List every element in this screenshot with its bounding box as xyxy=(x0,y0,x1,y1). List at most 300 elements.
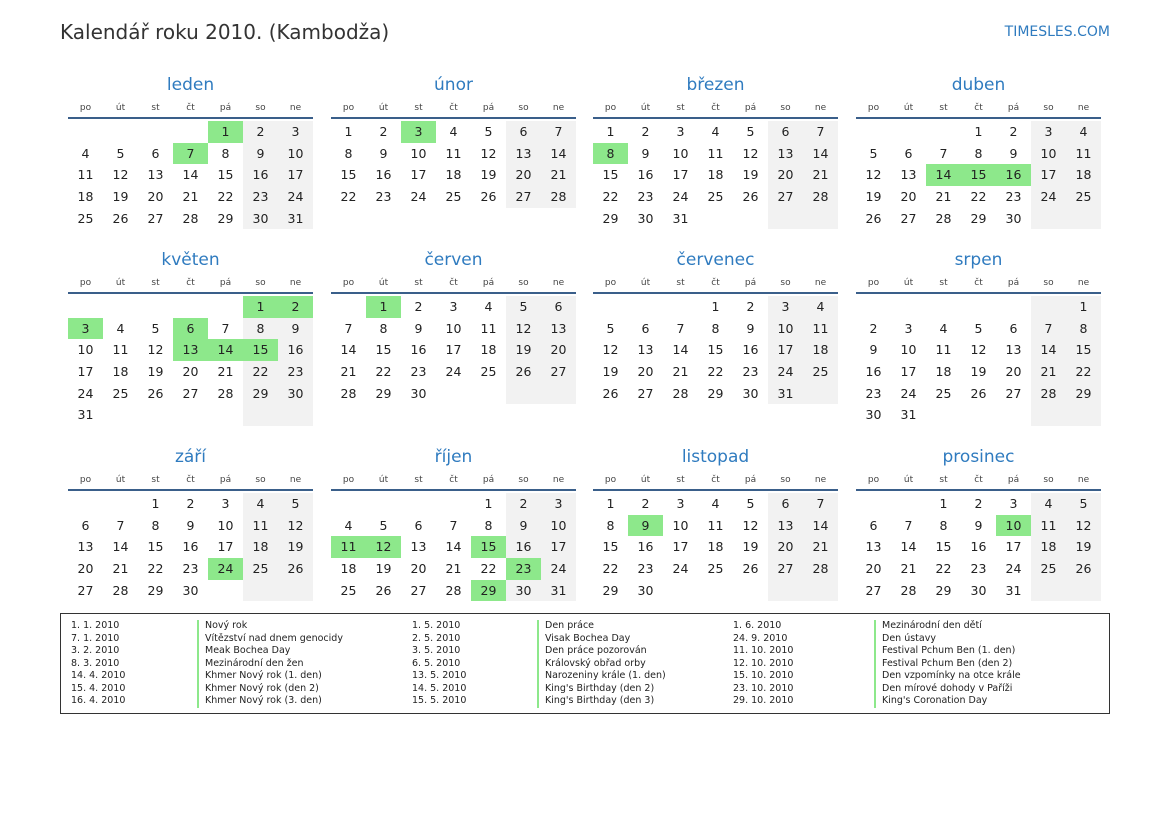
day-cell: 9 xyxy=(974,517,983,533)
empty-cell xyxy=(1066,208,1101,230)
day-cell: 26 xyxy=(278,558,313,580)
legend-holiday-name: Den mírové dohody v Paříži xyxy=(874,683,1021,696)
empty-cell xyxy=(436,383,471,405)
empty-cell xyxy=(803,580,838,602)
day-cell: 27 xyxy=(182,385,199,401)
day-cell: 28 xyxy=(900,582,917,598)
day-cell: 4 xyxy=(116,320,125,336)
day-cell: 29 xyxy=(602,582,619,598)
day-cell: 9 xyxy=(869,342,878,358)
weekday-label: čt xyxy=(449,475,458,485)
day-cell: 23 xyxy=(742,364,759,380)
day-cell: 3 xyxy=(904,320,913,336)
day-cell: 24 xyxy=(410,189,427,205)
day-cell: 31 xyxy=(541,580,576,602)
day-cell: 11 xyxy=(77,167,94,183)
weekday-label: čt xyxy=(186,475,195,485)
legend-date: 14. 4. 2010 xyxy=(71,670,126,681)
day-grid xyxy=(856,296,1101,426)
day-cell: 16 xyxy=(410,342,427,358)
empty-cell xyxy=(856,121,891,143)
day-cell: 15 xyxy=(1066,339,1101,361)
day-cell: 22 xyxy=(602,561,619,577)
day-cell: 10 xyxy=(672,145,689,161)
day-cell: 14 xyxy=(803,515,838,537)
empty-cell xyxy=(278,580,313,602)
legend-holiday-name: King's Birthday (den 2) xyxy=(537,683,666,696)
day-grid xyxy=(593,493,838,601)
day-cell: 12 xyxy=(480,145,497,161)
day-cell: 4 xyxy=(711,124,720,139)
day-cell: 16 xyxy=(742,342,759,358)
weekday-label: st xyxy=(939,475,948,485)
weekday-label: po xyxy=(867,475,880,485)
legend-holiday-name: King's Coronation Day xyxy=(874,695,1021,708)
day-cell: 12 xyxy=(1066,515,1101,537)
day-cell: 3 xyxy=(541,493,576,515)
legend-date: 1. 1. 2010 xyxy=(71,620,120,631)
weekday-label: so xyxy=(780,475,791,485)
day-cell: 17 xyxy=(900,364,917,380)
weekday-label: út xyxy=(378,475,389,485)
month-name: červenec xyxy=(676,250,755,270)
empty-cell xyxy=(996,296,1031,318)
day-cell: 24 xyxy=(278,186,313,208)
day-cell: 15 xyxy=(602,539,619,555)
weekday-label: st xyxy=(939,103,948,113)
day-grid xyxy=(68,493,313,601)
weekday-label: po xyxy=(604,278,617,288)
day-cell: 21 xyxy=(672,364,689,380)
legend-holiday-name: Královský obřad orby xyxy=(537,658,666,671)
day-cell: 24 xyxy=(768,361,803,383)
weekday-label: pá xyxy=(482,278,495,288)
day-cell: 9 xyxy=(1009,145,1018,161)
empty-cell xyxy=(768,580,803,602)
day-cell: 1 xyxy=(344,124,353,139)
day-cell: 6 xyxy=(506,121,541,143)
day-cell: 12 xyxy=(742,517,759,533)
day-cell: 3 xyxy=(1031,121,1066,143)
day-cell: 28 xyxy=(340,385,357,401)
legend-date: 3. 2. 2010 xyxy=(71,645,120,656)
day-cell: 1 xyxy=(208,121,243,143)
day-cell: 31 xyxy=(77,407,94,423)
day-cell: 26 xyxy=(480,189,497,205)
weekday-label: so xyxy=(1043,475,1054,485)
legend-date: 15. 5. 2010 xyxy=(412,695,467,706)
legend-holiday-name: King's Birthday (den 3) xyxy=(537,695,666,708)
day-cell: 25 xyxy=(1066,186,1101,208)
day-cell: 15 xyxy=(217,167,234,183)
weekday-label: ne xyxy=(552,475,565,485)
day-cell: 4 xyxy=(803,296,838,318)
legend-holiday-name: Mezinárodní den dětí xyxy=(874,620,1021,633)
day-cell: 23 xyxy=(637,561,654,577)
day-cell: 21 xyxy=(182,189,199,205)
weekday-label: st xyxy=(939,278,948,288)
day-cell: 9 xyxy=(243,143,278,165)
weekday-label: po xyxy=(604,103,617,113)
day-cell: 18 xyxy=(803,339,838,361)
day-cell: 10 xyxy=(900,342,917,358)
weekday-label: út xyxy=(903,278,914,288)
weekday-header xyxy=(331,99,576,119)
empty-cell xyxy=(926,121,961,143)
weekday-label: pá xyxy=(482,103,495,113)
day-cell: 4 xyxy=(939,320,948,336)
empty-cell xyxy=(961,404,996,426)
site-link[interactable]: TIMESLES.COM xyxy=(1004,24,1110,40)
day-cell: 12 xyxy=(506,318,541,340)
day-cell: 17 xyxy=(672,167,689,183)
day-cell: 13 xyxy=(147,167,164,183)
legend-holiday-name: Khmer Nový rok (1. den) xyxy=(197,670,343,683)
weekday-label: ne xyxy=(1077,103,1090,113)
month-name: leden xyxy=(166,75,215,95)
legend-date: 1. 5. 2010 xyxy=(412,620,461,631)
day-cell: 20 xyxy=(865,561,882,577)
day-cell: 28 xyxy=(935,210,952,226)
day-cell: 17 xyxy=(1031,164,1066,186)
day-cell: 30 xyxy=(243,208,278,230)
weekday-label: st xyxy=(151,103,160,113)
weekday-label: st xyxy=(676,475,685,485)
legend-holiday-name: Den vzpomínky na otce krále xyxy=(874,670,1021,683)
legend-date: 8. 3. 2010 xyxy=(71,657,120,669)
day-cell: 6 xyxy=(768,493,803,515)
weekday-label: so xyxy=(780,278,791,288)
day-cell: 22 xyxy=(480,561,497,577)
empty-cell xyxy=(663,580,698,602)
day-cell: 22 xyxy=(935,561,952,577)
weekday-label: út xyxy=(640,475,651,485)
day-cell: 17 xyxy=(77,364,94,380)
day-cell: 7 xyxy=(116,517,125,533)
day-cell: 11 xyxy=(935,342,952,358)
day-cell: 7 xyxy=(541,121,576,143)
day-cell: 26 xyxy=(506,361,541,383)
empty-cell xyxy=(1031,404,1066,426)
month-name: duben xyxy=(951,75,1006,95)
day-cell: 13 xyxy=(173,339,208,361)
day-cell: 25 xyxy=(445,189,462,205)
day-cell: 28 xyxy=(1031,383,1066,405)
legend-holiday-name: Festival Pchum Ben (1. den) xyxy=(874,645,1021,658)
day-cell: 12 xyxy=(366,536,401,558)
day-cell: 22 xyxy=(602,189,619,205)
day-cell: 13 xyxy=(541,318,576,340)
weekday-label: pá xyxy=(219,278,232,288)
empty-cell xyxy=(856,296,891,318)
month-name: říjen xyxy=(434,447,473,467)
legend-date: 14. 5. 2010 xyxy=(412,682,467,694)
empty-cell xyxy=(891,493,926,515)
month-name: prosinec xyxy=(942,447,1015,467)
day-cell: 7 xyxy=(803,121,838,143)
day-cell: 10 xyxy=(445,320,462,336)
weekday-label: st xyxy=(414,103,423,113)
holiday-legend xyxy=(60,613,1110,714)
day-cell: 23 xyxy=(278,361,313,383)
day-cell: 10 xyxy=(410,145,427,161)
weekday-label: po xyxy=(79,475,92,485)
day-grid xyxy=(331,121,576,208)
weekday-header xyxy=(331,274,576,294)
legend-holiday-name: Khmer Nový rok (den 2) xyxy=(197,683,343,696)
day-cell: 17 xyxy=(278,164,313,186)
empty-cell xyxy=(733,208,768,230)
legend-holiday-name: Den práce xyxy=(537,620,666,633)
day-cell: 16 xyxy=(970,539,987,555)
day-cell: 4 xyxy=(1066,121,1101,143)
day-cell: 14 xyxy=(541,143,576,165)
empty-cell xyxy=(803,208,838,230)
weekday-label: čt xyxy=(449,278,458,288)
day-cell: 8 xyxy=(344,145,353,161)
empty-cell xyxy=(68,121,103,143)
day-cell: 15 xyxy=(147,539,164,555)
day-cell: 24 xyxy=(77,385,94,401)
day-cell: 29 xyxy=(935,582,952,598)
day-cell: 15 xyxy=(602,167,619,183)
weekday-label: so xyxy=(1043,103,1054,113)
day-cell: 26 xyxy=(112,210,129,226)
day-cell: 24 xyxy=(1031,186,1066,208)
legend-date: 7. 1. 2010 xyxy=(71,632,120,644)
day-cell: 30 xyxy=(278,383,313,405)
day-cell: 16 xyxy=(996,164,1031,186)
day-cell: 30 xyxy=(637,210,654,226)
day-cell: 18 xyxy=(77,189,94,205)
day-cell: 15 xyxy=(340,167,357,183)
day-cell: 29 xyxy=(471,580,506,602)
empty-cell xyxy=(996,404,1031,426)
day-cell: 8 xyxy=(939,517,948,533)
weekday-label: pá xyxy=(1007,475,1020,485)
weekday-label: st xyxy=(414,475,423,485)
day-cell: 13 xyxy=(77,539,94,555)
day-cell: 16 xyxy=(375,167,392,183)
day-cell: 5 xyxy=(151,320,160,336)
day-cell: 17 xyxy=(410,167,427,183)
day-cell: 11 xyxy=(1066,143,1101,165)
day-cell: 18 xyxy=(445,167,462,183)
empty-cell xyxy=(926,296,961,318)
weekday-label: pá xyxy=(1007,278,1020,288)
day-cell: 15 xyxy=(471,536,506,558)
day-cell: 23 xyxy=(410,364,427,380)
weekday-header xyxy=(856,471,1101,491)
day-cell: 12 xyxy=(970,342,987,358)
legend-names-3 xyxy=(874,620,1021,708)
empty-cell xyxy=(698,208,733,230)
day-cell: 13 xyxy=(506,143,541,165)
day-cell: 7 xyxy=(173,143,208,165)
day-cell: 21 xyxy=(112,561,129,577)
weekday-label: ne xyxy=(814,475,827,485)
day-cell: 10 xyxy=(77,342,94,358)
day-cell: 25 xyxy=(803,361,838,383)
day-cell: 6 xyxy=(869,517,878,533)
day-cell: 7 xyxy=(904,517,913,533)
day-cell: 6 xyxy=(151,145,160,161)
legend-date: 2. 5. 2010 xyxy=(412,632,461,644)
day-cell: 24 xyxy=(900,385,917,401)
day-cell: 27 xyxy=(768,558,803,580)
legend-holiday-name: Meak Bochea Day xyxy=(197,645,343,658)
day-cell: 11 xyxy=(112,342,129,358)
day-cell: 12 xyxy=(602,342,619,358)
day-cell: 25 xyxy=(112,385,129,401)
weekday-label: ne xyxy=(1077,278,1090,288)
day-cell: 11 xyxy=(1031,515,1066,537)
day-cell: 7 xyxy=(344,320,353,336)
weekday-label: út xyxy=(640,278,651,288)
day-cell: 28 xyxy=(112,582,129,598)
day-cell: 1 xyxy=(606,124,615,139)
day-cell: 29 xyxy=(602,210,619,226)
day-cell: 8 xyxy=(1066,318,1101,340)
day-cell: 4 xyxy=(484,299,493,314)
day-grid xyxy=(856,121,1101,229)
day-cell: 25 xyxy=(77,210,94,226)
day-cell: 22 xyxy=(707,364,724,380)
day-cell: 13 xyxy=(768,515,803,537)
empty-cell xyxy=(663,296,698,318)
weekday-label: út xyxy=(378,103,389,113)
month-1 xyxy=(68,73,313,229)
weekday-label: čt xyxy=(449,103,458,113)
day-cell: 9 xyxy=(414,320,423,336)
day-cell: 11 xyxy=(707,517,724,533)
empty-cell xyxy=(208,296,243,318)
day-cell: 5 xyxy=(1066,493,1101,515)
day-cell: 2 xyxy=(506,493,541,515)
weekday-label: út xyxy=(115,475,126,485)
day-cell: 3 xyxy=(449,299,458,314)
weekday-header xyxy=(593,471,838,491)
empty-cell xyxy=(331,493,366,515)
weekday-label: po xyxy=(604,475,617,485)
day-cell: 17 xyxy=(541,536,576,558)
empty-cell xyxy=(768,208,803,230)
month-name: srpen xyxy=(954,250,1003,270)
day-cell: 20 xyxy=(768,536,803,558)
weekday-label: ne xyxy=(289,103,302,113)
day-cell: 30 xyxy=(410,385,427,401)
legend-holiday-name: Mezinárodní den žen xyxy=(197,658,343,671)
day-grid xyxy=(68,121,313,229)
day-cell: 6 xyxy=(904,145,913,161)
day-cell: 22 xyxy=(243,361,278,383)
day-cell: 29 xyxy=(970,210,987,226)
month-4 xyxy=(856,73,1101,229)
weekday-label: po xyxy=(79,278,92,288)
empty-cell xyxy=(68,296,103,318)
day-cell: 12 xyxy=(865,167,882,183)
legend-holiday-name: Den práce pozorován xyxy=(537,645,666,658)
month-3 xyxy=(593,73,838,229)
day-cell: 13 xyxy=(410,539,427,555)
day-cell: 1 xyxy=(606,496,615,511)
day-cell: 24 xyxy=(541,558,576,580)
empty-cell xyxy=(208,580,243,602)
weekday-label: po xyxy=(342,475,355,485)
day-cell: 19 xyxy=(112,189,129,205)
day-cell: 5 xyxy=(379,517,388,533)
day-cell: 22 xyxy=(1066,361,1101,383)
day-cell: 13 xyxy=(1005,342,1022,358)
legend-date: 24. 9. 2010 xyxy=(733,632,788,644)
day-cell: 18 xyxy=(707,539,724,555)
weekday-label: so xyxy=(518,475,529,485)
day-cell: 8 xyxy=(221,145,230,161)
day-cell: 19 xyxy=(147,364,164,380)
weekday-label: po xyxy=(79,103,92,113)
day-cell: 7 xyxy=(221,320,230,336)
day-cell: 16 xyxy=(637,539,654,555)
day-cell: 6 xyxy=(768,121,803,143)
day-cell: 14 xyxy=(672,342,689,358)
day-cell: 29 xyxy=(707,385,724,401)
day-cell: 26 xyxy=(742,189,759,205)
day-cell: 19 xyxy=(1066,536,1101,558)
weekday-label: pá xyxy=(482,475,495,485)
day-cell: 14 xyxy=(803,143,838,165)
day-cell: 21 xyxy=(217,364,234,380)
day-cell: 23 xyxy=(1005,189,1022,205)
day-cell: 25 xyxy=(243,558,278,580)
day-cell: 1 xyxy=(974,124,983,139)
day-cell: 9 xyxy=(641,145,650,161)
day-cell: 17 xyxy=(768,339,803,361)
day-cell: 9 xyxy=(278,318,313,340)
month-2 xyxy=(331,73,576,208)
day-cell: 30 xyxy=(970,582,987,598)
day-cell: 28 xyxy=(803,186,838,208)
weekday-label: po xyxy=(867,103,880,113)
day-cell: 6 xyxy=(1009,320,1018,336)
day-cell: 6 xyxy=(173,318,208,340)
day-cell: 27 xyxy=(637,385,654,401)
day-cell: 30 xyxy=(182,582,199,598)
empty-cell xyxy=(208,404,243,426)
day-cell: 14 xyxy=(340,342,357,358)
page-title: Kalendář roku 2010. (Kambodža) xyxy=(60,20,390,44)
day-cell: 17 xyxy=(445,342,462,358)
day-cell: 1 xyxy=(366,296,401,318)
weekday-label: út xyxy=(903,103,914,113)
empty-cell xyxy=(1031,208,1066,230)
day-cell: 15 xyxy=(375,342,392,358)
weekday-label: so xyxy=(780,103,791,113)
empty-cell xyxy=(1031,296,1066,318)
day-cell: 5 xyxy=(506,296,541,318)
day-cell: 19 xyxy=(865,189,882,205)
empty-cell xyxy=(1066,580,1101,602)
legend-dates-3 xyxy=(733,620,793,708)
day-cell: 30 xyxy=(1005,210,1022,226)
empty-cell xyxy=(103,121,138,143)
day-cell: 2 xyxy=(278,296,313,318)
weekday-label: st xyxy=(676,278,685,288)
legend-holiday-name: Narozeniny krále (1. den) xyxy=(537,670,666,683)
weekday-label: ne xyxy=(552,103,565,113)
day-cell: 20 xyxy=(637,364,654,380)
day-cell: 25 xyxy=(935,385,952,401)
day-cell: 20 xyxy=(506,164,541,186)
